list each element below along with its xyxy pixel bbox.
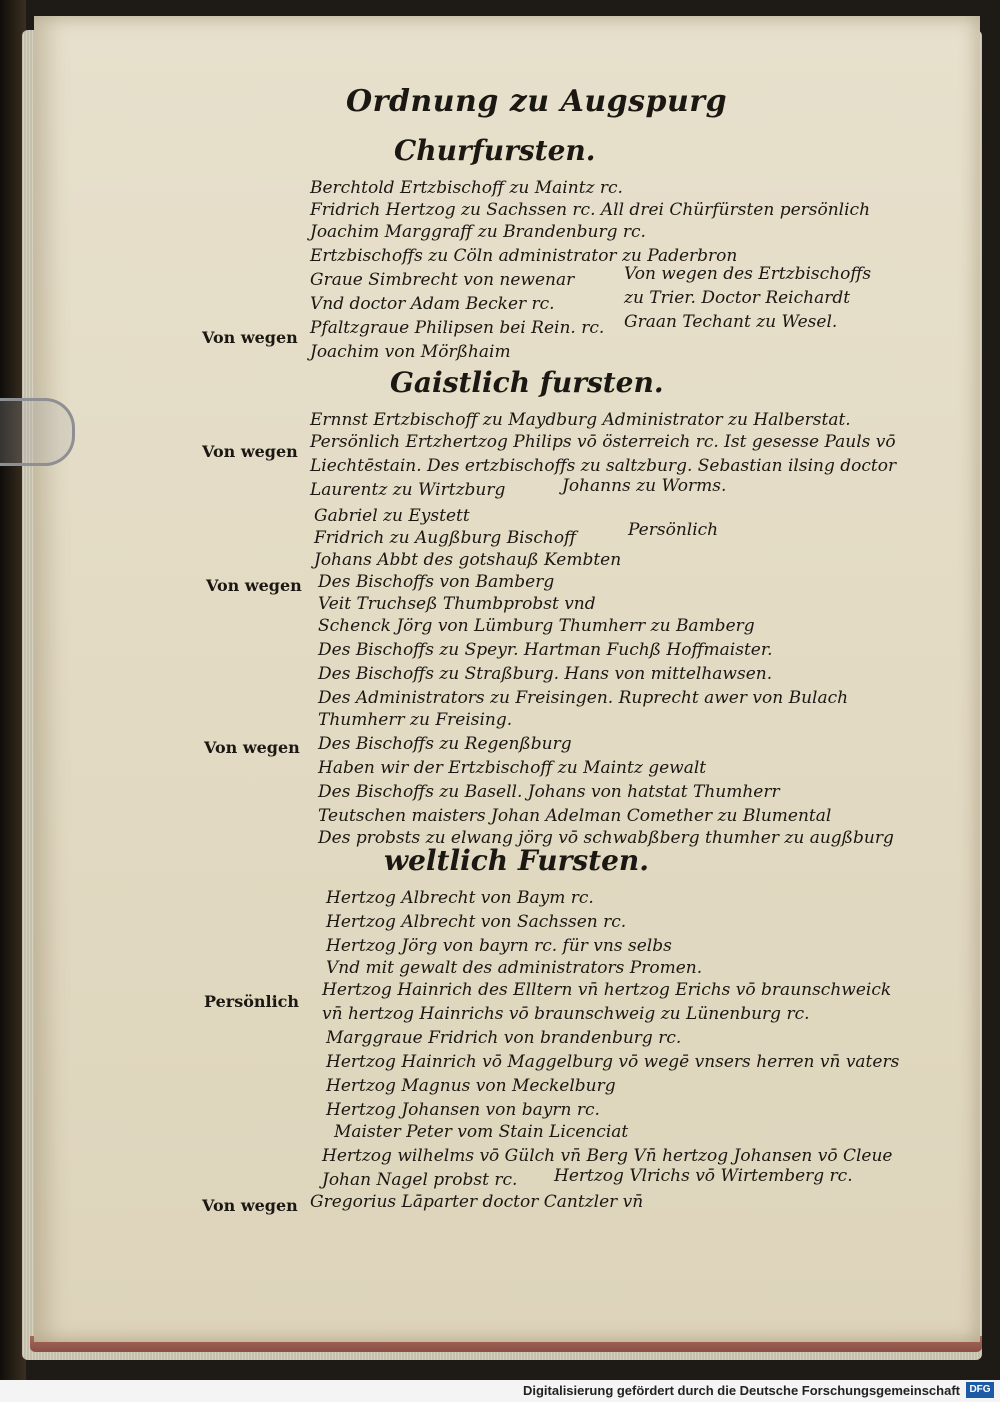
section-heading-gaistlich: Gaistlich fursten. <box>390 366 664 399</box>
text-line: Marggraue Fridrich von brandenburg rc. <box>326 1028 682 1048</box>
text-line: Hertzog wilhelms vō Gülch vn̄ Berg Vn̄ hertzog Johansen vō Cleue <box>322 1146 893 1166</box>
text-line: Persönlich <box>628 520 719 540</box>
text-line: Pfaltzgraue Philipsen bei Rein. rc. <box>310 318 605 338</box>
text-line: Graan Techant zu Wesel. <box>624 312 838 332</box>
text-line: Johan Nagel probst rc. <box>322 1170 518 1190</box>
text-line: Hertzog Albrecht von Sachssen rc. <box>326 912 627 932</box>
section-heading-churfursten: Churfursten. <box>394 134 596 167</box>
text-line: Teutschen maisters Johan Adelman Comether zu Blumental <box>318 806 832 826</box>
text-line: vn̄ hertzog Hainrichs vō braunschweig zu Lünenburg rc. <box>322 1004 810 1024</box>
text-line: Des Administrators zu Freisingen. Ruprecht awer von Bulach <box>318 688 849 708</box>
text-line: Vnd doctor Adam Becker rc. <box>310 294 555 314</box>
text-line: Johans Abbt des gotshauß Kembten <box>314 550 622 570</box>
text-line: Des Bischoffs zu Straßburg. Hans von mittelhawsen. <box>318 664 773 684</box>
text-line: Des Bischoffs zu Regenßburg <box>318 734 572 754</box>
text-line: Fridrich Hertzog zu Sachssen rc. All drei Chürfürsten persönlich <box>310 200 871 220</box>
text-line: Hertzog Jörg von bayrn rc. für vns selbs <box>326 936 672 956</box>
text-line: Fridrich zu Augßburg Bischoff <box>314 528 577 548</box>
margin-note-von-wegen: Von wegen <box>204 738 300 757</box>
section-heading-weltlich: weltlich Fursten. <box>384 844 650 877</box>
text-line: Ernnst Ertzbischoff zu Maydburg Administrator zu Halberstat. <box>310 410 851 430</box>
text-line: Des Bischoffs von Bamberg <box>318 572 555 592</box>
text-line: Joachim Marggraff zu Brandenburg rc. <box>310 222 646 242</box>
text-line: Ertzbischoffs zu Cöln administrator zu Paderbron <box>310 246 738 266</box>
book-page <box>34 16 980 1342</box>
text-line: Graue Simbrecht von newenar <box>310 270 575 290</box>
text-line: Hertzog Johansen von bayrn rc. <box>326 1100 600 1120</box>
text-line: Persönlich Ertzhertzog Philips vō österreich rc. Ist gesesse Pauls vō <box>310 432 896 452</box>
text-line: Gabriel zu Eystett <box>314 506 470 526</box>
text-line: Berchtold Ertzbischoff zu Maintz rc. <box>310 178 623 198</box>
text-line: Des probsts zu elwang jörg vō schwabßberg thumher zu augßburg <box>318 828 894 848</box>
text-line: Laurentz zu Wirtzburg <box>310 480 506 500</box>
margin-note-von-wegen: Von wegen <box>202 1196 298 1215</box>
text-line: Hertzog Albrecht von Baym rc. <box>326 888 594 908</box>
text-line: Hertzog Vlrichs vō Wirtemberg rc. <box>554 1166 853 1186</box>
text-line: Joachim von Mörßhaim <box>310 342 511 362</box>
text-line: Hertzog Hainrich des Elltern vn̄ hertzog Erichs vō braunschweick <box>322 980 892 1000</box>
text-line: Maister Peter vom Stain Licenciat <box>334 1122 629 1142</box>
text-line: Von wegen des Ertzbischoffs <box>624 264 872 284</box>
margin-note-von-wegen: Von wegen <box>206 576 302 595</box>
text-line: Vnd mit gewalt des administrators Promen. <box>326 958 703 978</box>
text-line: Johanns zu Worms. <box>562 476 727 496</box>
text-line: Gregorius Lāparter doctor Cantzler vn̄ <box>310 1192 644 1212</box>
text-line: Hertzog Magnus von Meckelburg <box>326 1076 616 1096</box>
text-line: Veit Truchseß Thumbprobst vnd <box>318 594 596 614</box>
text-line: Haben wir der Ertzbischoff zu Maintz gewalt <box>318 758 707 778</box>
dfg-logo: DFG <box>966 1382 994 1398</box>
footer-bar <box>0 1380 1000 1402</box>
text-line: Schenck Jörg von Lümburg Thumherr zu Bamberg <box>318 616 755 636</box>
page-title: Ordnung zu Augspurg <box>346 84 728 119</box>
page-clip <box>0 398 75 466</box>
text-line: Hertzog Hainrich vō Maggelburg vō wegē vnsers herren vn̄ vaters <box>326 1052 900 1072</box>
margin-note-personlich: Persönlich <box>204 992 300 1011</box>
text-line: Des Bischoffs zu Basell. Johans von hatstat Thumherr <box>318 782 780 802</box>
margin-note-von-wegen: Von wegen <box>202 442 298 461</box>
text-line: Thumherr zu Freising. <box>318 710 513 730</box>
footer-credit: Digitalisierung gefördert durch die Deutsche Forschungsgemeinschaft <box>522 1383 960 1398</box>
text-line: zu Trier. Doctor Reichardt <box>624 288 851 308</box>
margin-note-von-wegen: Von wegen <box>202 328 298 347</box>
text-line: Des Bischoffs zu Speyr. Hartman Fuchß Hoffmaister. <box>318 640 773 660</box>
text-line: Liechtēstain. Des ertzbischoffs zu saltzburg. Sebastian ilsing doctor <box>310 456 897 476</box>
